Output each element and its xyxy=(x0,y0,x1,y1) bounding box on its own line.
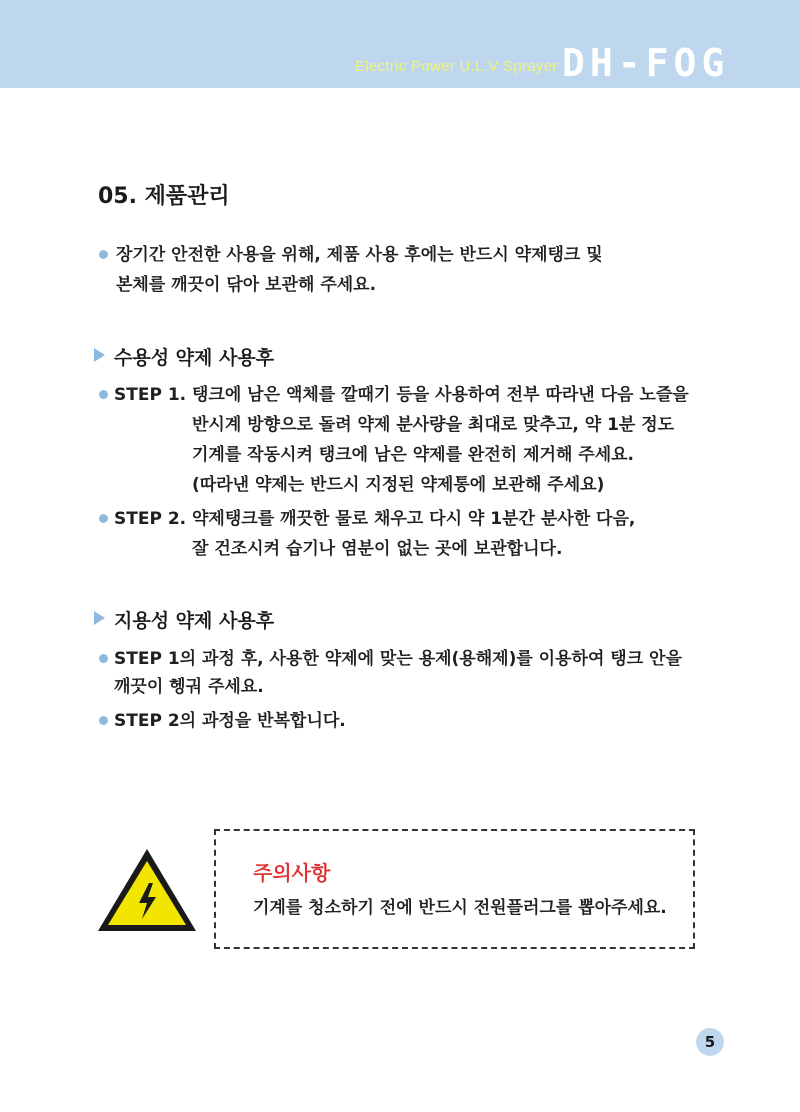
step-1-body xyxy=(192,380,689,500)
caution-box xyxy=(214,829,695,949)
brand-logo: DH-FOG xyxy=(562,41,730,85)
step-1-line: 기계를 작동시켜 탱크에 남은 약제를 완전히 제거해 주세요. xyxy=(192,445,635,465)
high-voltage-warning-icon xyxy=(96,847,198,933)
step-1-line: 탱크에 남은 액체를 깔때기 등을 사용하여 전부 따라낸 다음 노즐을 xyxy=(192,385,689,405)
bullet-dot-icon xyxy=(99,716,108,725)
oil-item-1-line-1: STEP 1의 과정 후, 사용한 약제에 맞는 용제(용해제)를 이용하여 탱크 안을 xyxy=(114,649,682,669)
triangle-bullet-icon xyxy=(94,611,105,625)
bullet-dot-icon xyxy=(99,654,108,663)
bullet-dot-icon xyxy=(99,250,108,259)
step-2-body xyxy=(192,504,635,564)
intro-line-2: 본체를 깨끗이 닦아 보관해 주세요. xyxy=(116,275,377,295)
caution-text: 기계를 청소하기 전에 반드시 전원플러그를 뽑아주세요. xyxy=(253,898,667,918)
oil-item-1-line-2: 깨끗이 헹궈 주세요. xyxy=(114,677,264,697)
step-1-line: 반시계 방향으로 돌려 약제 분사량을 최대로 맞추고, 약 1분 정도 xyxy=(192,415,675,435)
header-subtitle: Electric Power U.L.V Sprayer xyxy=(355,58,558,75)
page-header xyxy=(0,0,800,88)
oil-soluble-title: 지용성 약제 사용후 xyxy=(114,610,275,632)
step-2-line: 잘 건조시켜 습기나 염분이 없는 곳에 보관합니다. xyxy=(192,539,563,559)
water-soluble-title: 수용성 약제 사용후 xyxy=(114,347,275,369)
intro-line-1: 장기간 안전한 사용을 위해, 제품 사용 후에는 반드시 약제탱크 및 xyxy=(116,245,603,265)
page-number: 5 xyxy=(696,1028,724,1056)
oil-item-2: STEP 2의 과정을 반복합니다. xyxy=(114,711,346,731)
step-1-label: STEP 1. xyxy=(114,385,187,405)
step-2-line: 약제탱크를 깨끗한 물로 채우고 다시 약 1분간 분사한 다음, xyxy=(192,509,636,529)
step-2-label: STEP 2. xyxy=(114,509,187,529)
bullet-dot-icon xyxy=(99,514,108,523)
caution-title: 주의사항 xyxy=(253,861,331,885)
bullet-dot-icon xyxy=(99,390,108,399)
section-title: 05. 제품관리 xyxy=(98,184,230,209)
step-1-line: (따라낸 약제는 반드시 지정된 약제통에 보관해 주세요) xyxy=(192,475,605,495)
triangle-bullet-icon xyxy=(94,348,105,362)
